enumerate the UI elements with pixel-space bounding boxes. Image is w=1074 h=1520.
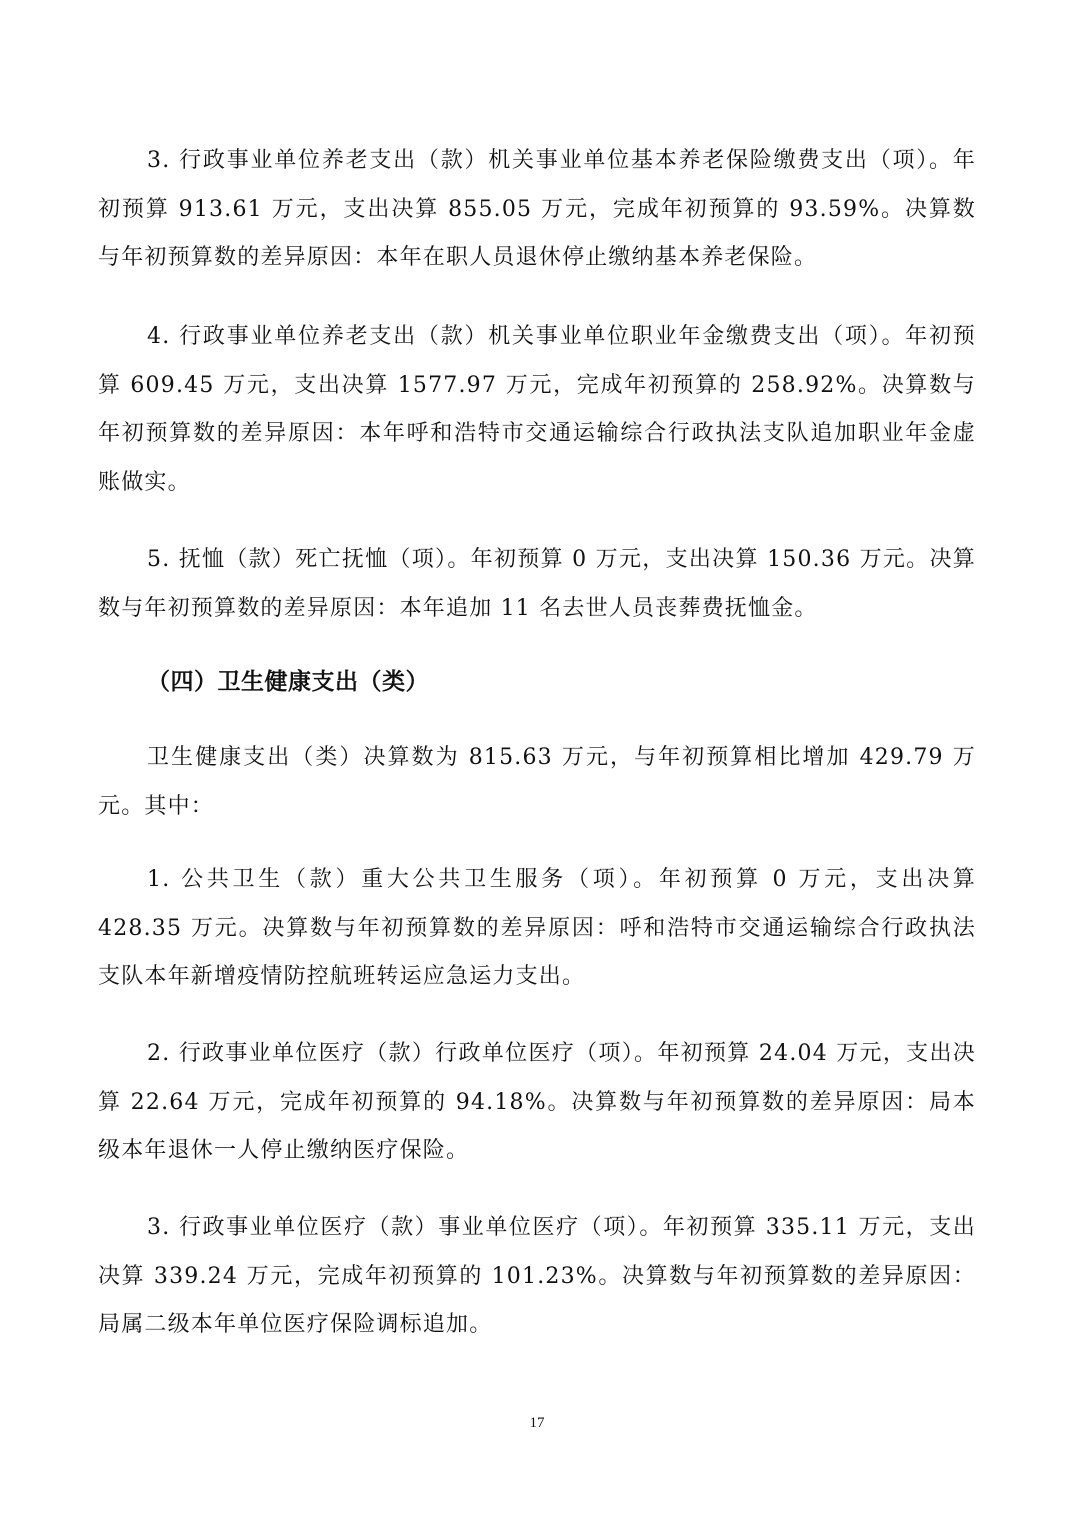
paragraph-pension-basic-insurance: 3. 行政事业单位养老支出（款）机关事业单位基本养老保险缴费支出（项）。年初预算 913.61 万元，支出决算 855.05 万元，完成年初预算的 93.59%。决算数与年初预算数的差异原因：本年在职人员退休停止缴纳基本养老保险。: [98, 148, 976, 270]
paragraph-occupational-annuity: 4. 行政事业单位养老支出（款）机关事业单位职业年金缴费支出（项）。年初预算 609.45 万元，支出决算 1577.97 万元，完成年初预算的 258.92%。决算数与年初预算数的差异原因：本年呼和浩特市交通运输综合行政执法支队追加职业年金虚账做实。: [98, 324, 976, 495]
paragraph-death-pension: 5. 抚恤（款）死亡抚恤（项）。年初预算 0 万元，支出决算 150.36 万元。决算数与年初预算数的差异原因：本年追加 11 名去世人员丧葬费抚恤金。: [98, 547, 976, 621]
paragraph-institution-medical: 3. 行政事业单位医疗（款）事业单位医疗（项）。年初预算 335.11 万元，支出决算 339.24 万元，完成年初预算的 101.23%。决算数与年初预算数的差异原因：局属二级本年单位医疗保险调标追加。: [98, 1215, 976, 1337]
paragraph-public-health: 1. 公共卫生（款）重大公共卫生服务（项）。年初预算 0 万元，支出决算 428.35 万元。决算数与年初预算数的差异原因：呼和浩特市交通运输综合行政执法支队本年新增疫情防控航班转运应急运力支出。: [98, 867, 976, 989]
paragraph-admin-medical: 2. 行政事业单位医疗（款）行政单位医疗（项）。年初预算 24.04 万元，支出决算 22.64 万元，完成年初预算的 94.18%。决算数与年初预算数的差异原因：局本级本年退休一人停止缴纳医疗保险。: [98, 1041, 976, 1163]
paragraph-health-summary: 卫生健康支出（类）决算数为 815.63 万元，与年初预算相比增加 429.79 万元。其中：: [98, 745, 976, 819]
page-number: 17: [529, 1415, 545, 1431]
section-heading-health: （四）卫生健康支出（类）: [147, 669, 429, 695]
